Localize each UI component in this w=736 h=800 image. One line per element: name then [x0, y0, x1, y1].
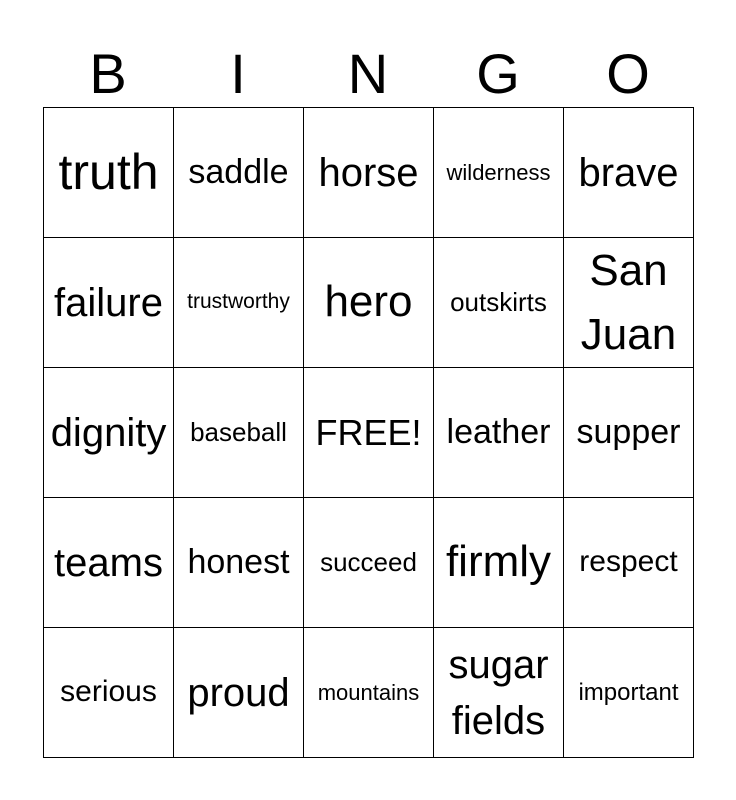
- bingo-cell[interactable]: supper: [564, 368, 694, 498]
- bingo-cell[interactable]: San Juan: [564, 238, 694, 368]
- header-letter-o: O: [606, 42, 650, 105]
- bingo-cell[interactable]: serious: [44, 628, 174, 758]
- bingo-cell[interactable]: failure: [44, 238, 174, 368]
- bingo-cell[interactable]: trustworthy: [174, 238, 304, 368]
- bingo-cell[interactable]: respect: [564, 498, 694, 628]
- bingo-cell[interactable]: truth: [44, 108, 174, 238]
- bingo-cell[interactable]: outskirts: [434, 238, 564, 368]
- bingo-cell[interactable]: teams: [44, 498, 174, 628]
- bingo-cell[interactable]: honest: [174, 498, 304, 628]
- bingo-cell[interactable]: important: [564, 628, 694, 758]
- bingo-cell[interactable]: horse: [304, 108, 434, 238]
- bingo-cell[interactable]: baseball: [174, 368, 304, 498]
- bingo-cell[interactable]: mountains: [304, 628, 434, 758]
- bingo-cell[interactable]: dignity: [44, 368, 174, 498]
- header-letter-i: I: [230, 42, 246, 105]
- bingo-board: [43, 107, 694, 758]
- bingo-cell[interactable]: proud: [174, 628, 304, 758]
- bingo-cell[interactable]: wilderness: [434, 108, 564, 238]
- bingo-cell[interactable]: FREE!: [304, 368, 434, 498]
- bingo-cell[interactable]: sugar fields: [434, 628, 564, 758]
- bingo-cell[interactable]: brave: [564, 108, 694, 238]
- bingo-cell[interactable]: succeed: [304, 498, 434, 628]
- bingo-cell[interactable]: hero: [304, 238, 434, 368]
- bingo-header: [43, 40, 693, 108]
- header-letter-g: G: [476, 42, 520, 105]
- bingo-cell[interactable]: saddle: [174, 108, 304, 238]
- header-letter-n: N: [347, 42, 389, 105]
- bingo-cell[interactable]: leather: [434, 368, 564, 498]
- header-letter-b: B: [89, 42, 127, 105]
- bingo-cell[interactable]: firmly: [434, 498, 564, 628]
